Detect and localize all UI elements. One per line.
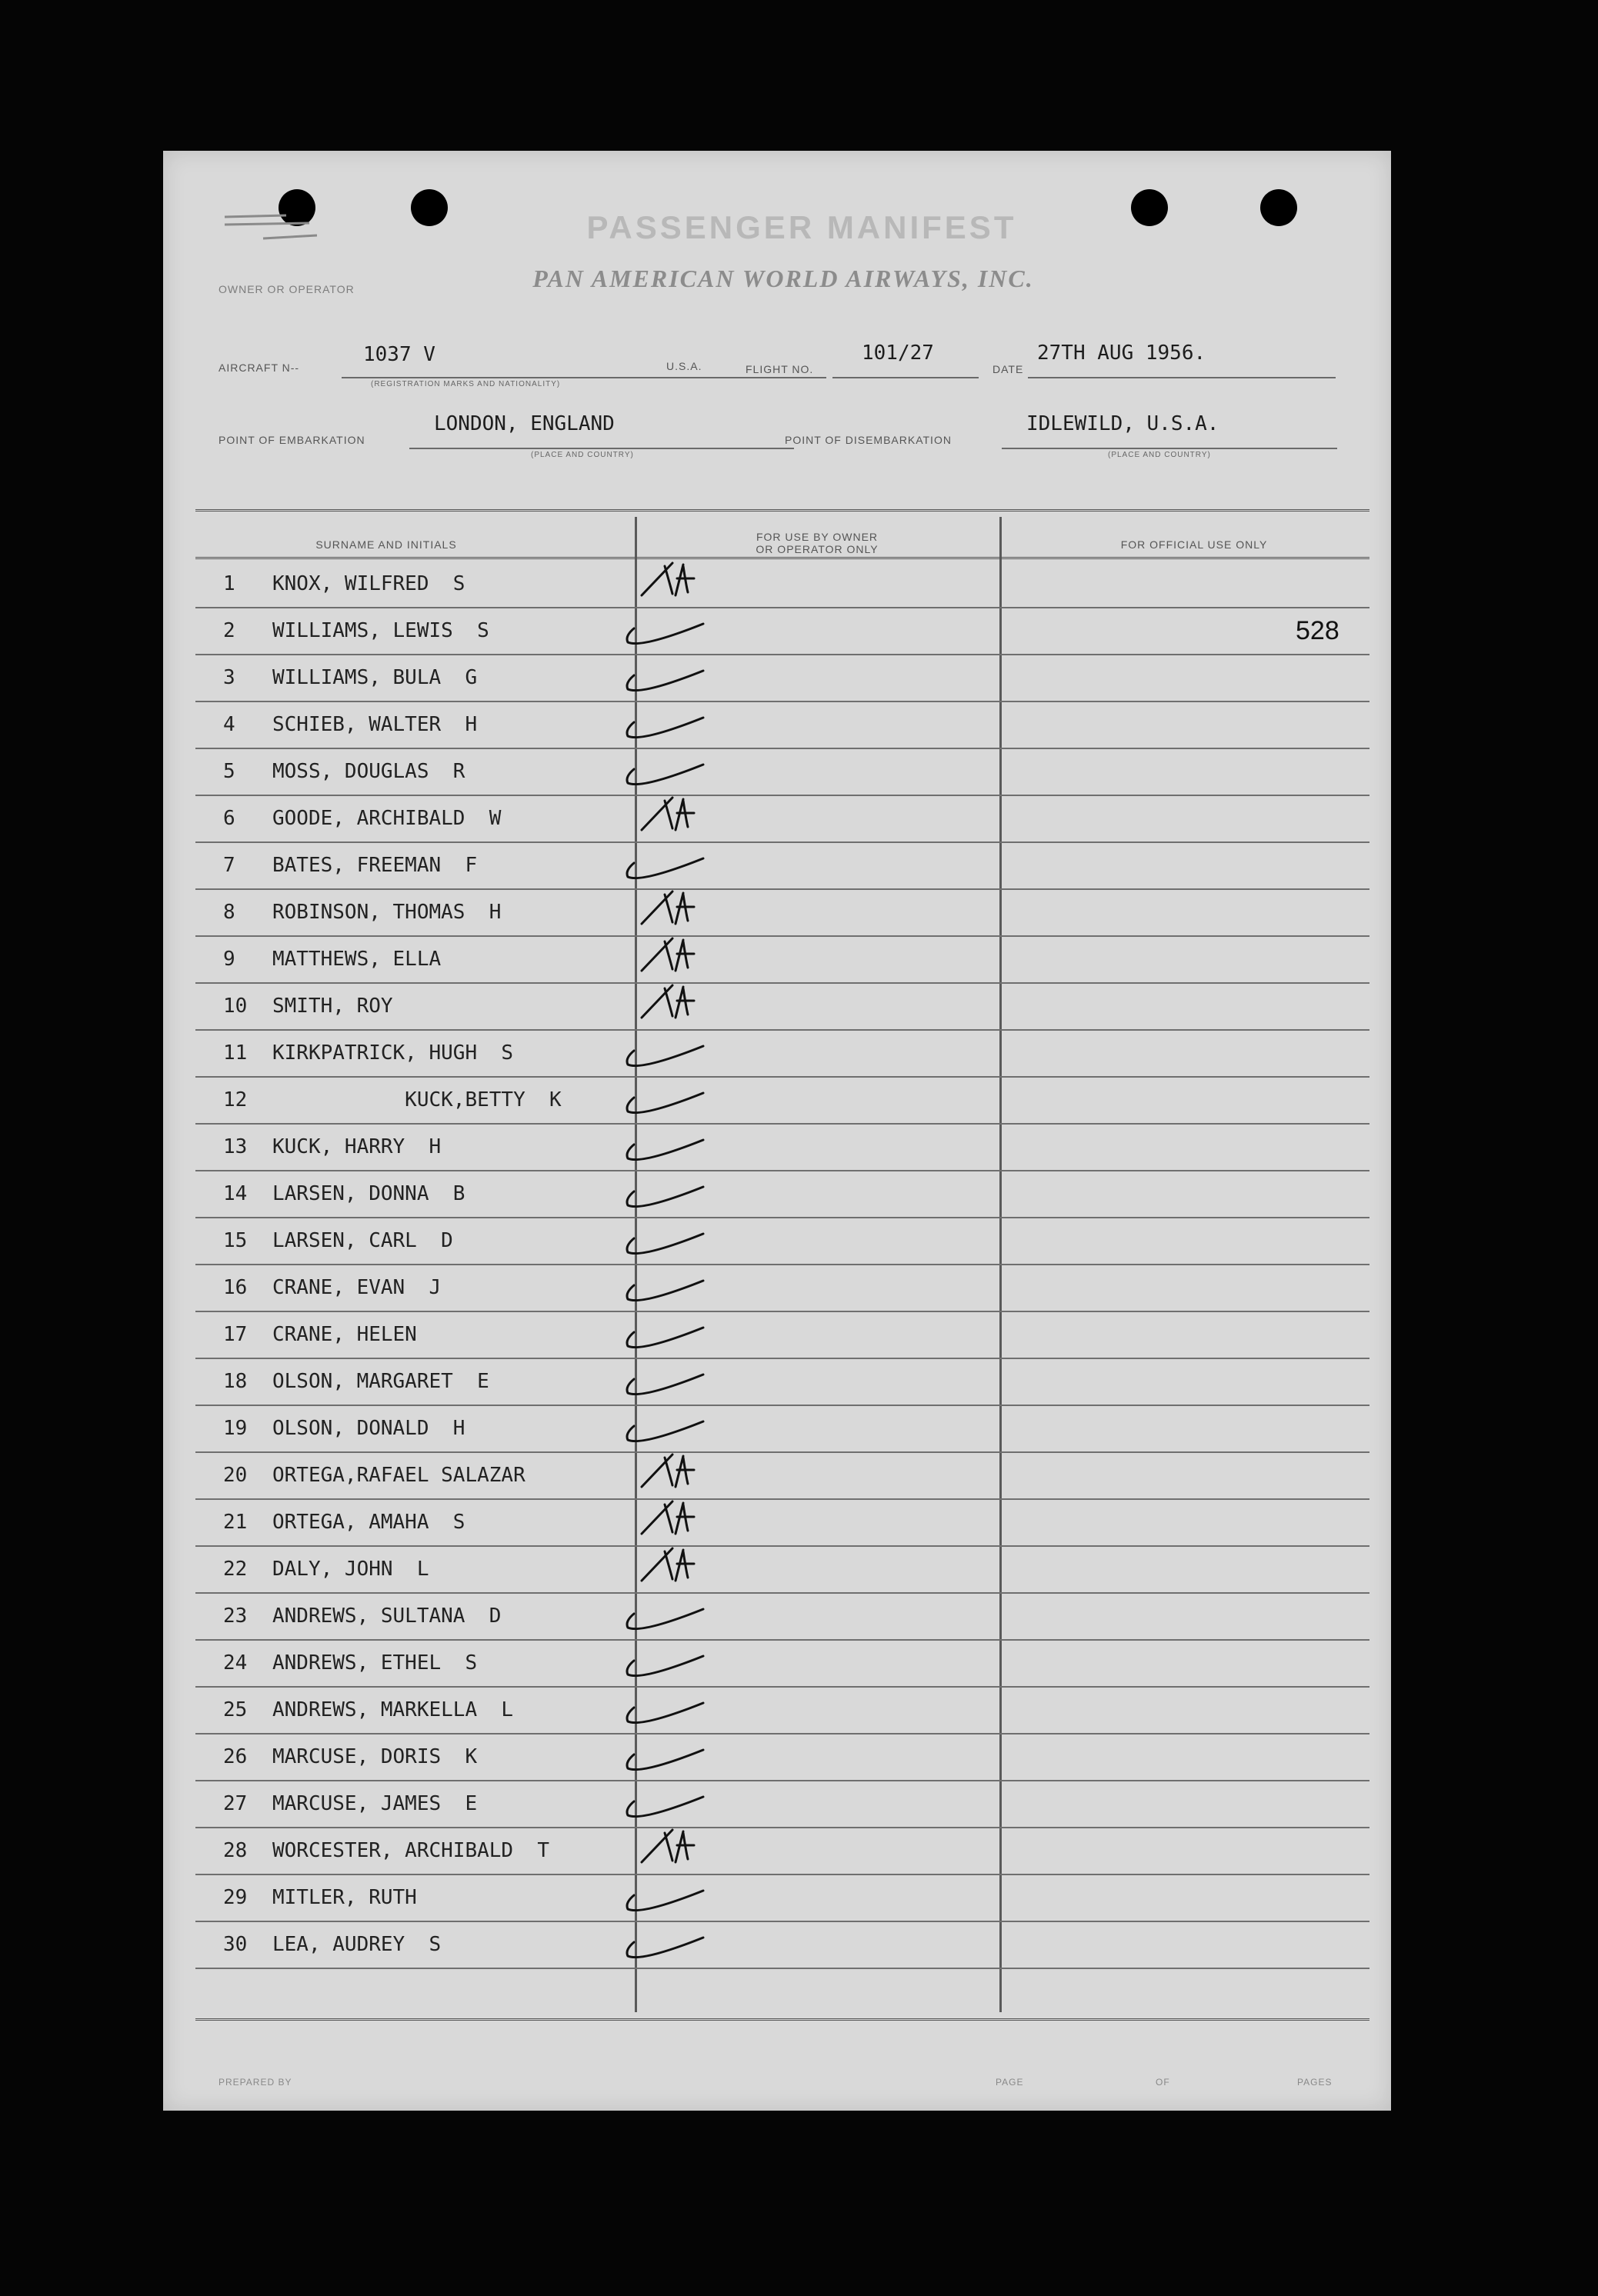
punch-hole: [1260, 189, 1297, 226]
list-item: [195, 1875, 1369, 1922]
list-item: [195, 1828, 1369, 1875]
check-mark-icon: [611, 1118, 765, 1172]
check-mark-icon: [611, 1728, 765, 1782]
flight-underline: [832, 377, 979, 378]
list-item: [195, 796, 1369, 843]
disembarkation-underline: [1002, 448, 1337, 449]
list-item: [195, 1125, 1369, 1171]
punch-hole: [1131, 189, 1168, 226]
airline-name: PAN AMERICAN WORLD AIRWAYS, INC.: [532, 265, 1034, 292]
embark-place-sublabel: (PLACE AND COUNTRY): [531, 451, 634, 459]
embarkation-label: POINT OF EMBARKATION: [219, 434, 365, 446]
passenger-name: WILLIAMS, LEWIS S: [272, 619, 489, 642]
passenger-name: ROBINSON, THOMAS H: [272, 901, 502, 924]
row-number: 28: [223, 1839, 248, 1862]
passenger-name: MATTHEWS, ELLA: [272, 948, 442, 971]
registration-sublabel: (REGISTRATION MARKS AND NATIONALITY): [371, 380, 561, 388]
date-label: DATE: [992, 363, 1024, 375]
row-number: 3: [223, 666, 235, 689]
passenger-name: MOSS, DOUGLAS R: [272, 760, 465, 783]
row-number: 24: [223, 1651, 248, 1675]
passenger-name: CRANE, HELEN: [272, 1323, 417, 1346]
row-number: 15: [223, 1229, 248, 1252]
manifest-title: PASSENGER MANIFEST: [586, 209, 1017, 245]
disembark-place-sublabel: (PLACE AND COUNTRY): [1108, 451, 1211, 459]
check-mark-icon: [611, 1635, 765, 1688]
header-surname: SURNAME AND INITIALS: [315, 538, 457, 551]
passenger-name: BATES, FREEMAN F: [272, 854, 478, 877]
passenger-name: DALY, JOHN L: [272, 1558, 429, 1581]
check-a-mark-icon: [611, 931, 765, 985]
list-item: [195, 1078, 1369, 1125]
list-item: [195, 1922, 1369, 1969]
passenger-name: MITLER, RUTH: [272, 1886, 417, 1909]
passenger-name: KNOX, WILFRED S: [272, 572, 465, 595]
date-underline: [1028, 377, 1336, 378]
passenger-name: ORTEGA,RAFAEL SALAZAR: [272, 1464, 525, 1487]
flight-value: 101/27: [862, 342, 934, 365]
passenger-name: LARSEN, CARL D: [272, 1229, 453, 1252]
check-mark-icon: [611, 649, 765, 703]
list-item: [195, 1171, 1369, 1218]
list-item: [195, 1641, 1369, 1688]
list-item: [195, 1453, 1369, 1500]
row-number: 19: [223, 1417, 248, 1440]
passenger-name: KIRKPATRICK, HUGH S: [272, 1041, 514, 1065]
check-a-mark-icon: [611, 884, 765, 938]
row-number: 22: [223, 1558, 248, 1581]
list-item: [195, 1406, 1369, 1453]
manifest-sheet: [163, 151, 1391, 2111]
row-number: 25: [223, 1698, 248, 1721]
list-item: [195, 1031, 1369, 1078]
check-a-mark-icon: [611, 978, 765, 1031]
check-mark-icon: [611, 1025, 765, 1078]
passenger-name: ANDREWS, ETHEL S: [272, 1651, 478, 1675]
passenger-name: GOODE, ARCHIBALD W: [272, 807, 502, 830]
check-a-mark-icon: [611, 1822, 765, 1876]
list-item: [195, 608, 1369, 655]
list-item: [195, 1547, 1369, 1594]
row-number: 5: [223, 760, 235, 783]
list-item: [195, 1734, 1369, 1781]
list-item: [195, 1359, 1369, 1406]
row-number: 16: [223, 1276, 248, 1299]
list-item: [195, 1265, 1369, 1312]
passenger-name: MARCUSE, DORIS K: [272, 1745, 478, 1768]
check-mark-icon: [611, 602, 765, 656]
usa-label: U.S.A.: [666, 360, 702, 372]
passenger-name: OLSON, DONALD H: [272, 1417, 465, 1440]
check-mark-icon: [611, 696, 765, 750]
list-item: [195, 843, 1369, 890]
check-mark-icon: [611, 837, 765, 891]
check-a-mark-icon: [611, 790, 765, 844]
passenger-name: ORTEGA, AMAHA S: [272, 1511, 465, 1534]
list-item: [195, 702, 1369, 749]
list-item: [195, 937, 1369, 984]
row-number: 4: [223, 713, 235, 736]
header-rule: [195, 557, 1369, 559]
check-mark-icon: [611, 1588, 765, 1641]
table-bottom-rule: [195, 2018, 1369, 2021]
check-mark-icon: [611, 1681, 765, 1735]
of-label: OF: [1156, 2077, 1170, 2088]
list-item: [195, 890, 1369, 937]
row-number: 9: [223, 948, 235, 971]
check-a-mark-icon: [611, 1494, 765, 1548]
row-number: 27: [223, 1792, 248, 1815]
passenger-name: SCHIEB, WALTER H: [272, 713, 478, 736]
row-number: 20: [223, 1464, 248, 1487]
passenger-name: WILLIAMS, BULA G: [272, 666, 478, 689]
table-top-rule: [195, 509, 1369, 512]
punch-hole: [411, 189, 448, 226]
check-mark-icon: [611, 1916, 765, 1970]
disembarkation-value: IDLEWILD, U.S.A.: [1026, 412, 1219, 435]
header-official-use: FOR OFFICIAL USE ONLY: [1120, 538, 1268, 551]
aircraft-value: 1037 V: [363, 343, 435, 366]
row-number: 30: [223, 1933, 248, 1956]
row-number: 6: [223, 807, 235, 830]
page-label: PAGE: [996, 2077, 1024, 2088]
row-number: 7: [223, 854, 235, 877]
row-number: 12: [223, 1088, 248, 1111]
check-mark-icon: [611, 1071, 765, 1125]
check-a-mark-icon: [611, 1541, 765, 1595]
list-item: [195, 1781, 1369, 1828]
row-number: 13: [223, 1135, 248, 1158]
check-a-mark-icon: [611, 555, 765, 609]
aircraft-underline: [342, 377, 826, 378]
check-mark-icon: [611, 1306, 765, 1360]
list-item: [195, 562, 1369, 608]
passenger-name: LARSEN, DONNA B: [272, 1182, 465, 1205]
row-number: 10: [223, 995, 248, 1018]
row-number: 2: [223, 619, 235, 642]
aircraft-label: AIRCRAFT N--: [219, 362, 300, 374]
list-item: [195, 655, 1369, 702]
row-number: 26: [223, 1745, 248, 1768]
flight-label: FLIGHT NO.: [746, 363, 814, 375]
passenger-name: LEA, AUDREY S: [272, 1933, 442, 1956]
embarkation-underline: [409, 448, 794, 449]
passenger-name: SMITH, ROY: [272, 995, 393, 1018]
row-rule: [195, 1968, 1369, 1969]
check-mark-icon: [611, 1775, 765, 1829]
embarkation-value: LONDON, ENGLAND: [434, 412, 615, 435]
row-number: 17: [223, 1323, 248, 1346]
check-mark-icon: [611, 1400, 765, 1454]
passenger-name: ANDREWS, SULTANA D: [272, 1605, 502, 1628]
check-mark-icon: [611, 743, 765, 797]
owner-label: OWNER OR OPERATOR: [219, 283, 355, 295]
date-value: 27TH AUG 1956.: [1037, 342, 1206, 365]
row-number: 23: [223, 1605, 248, 1628]
check-mark-icon: [611, 1353, 765, 1407]
passenger-name: ANDREWS, MARKELLA L: [272, 1698, 514, 1721]
list-item: [195, 984, 1369, 1031]
check-mark-icon: [611, 1259, 765, 1313]
passenger-name: OLSON, MARGARET E: [272, 1370, 489, 1393]
list-item: [195, 1688, 1369, 1734]
list-item: [195, 1500, 1369, 1547]
check-mark-icon: [611, 1869, 765, 1923]
faded-stamp: [217, 202, 371, 248]
list-item: [195, 1594, 1369, 1641]
list-item: [195, 1218, 1369, 1265]
passenger-name: WORCESTER, ARCHIBALD T: [272, 1839, 550, 1862]
row-number: 1: [223, 572, 235, 595]
list-item: [195, 749, 1369, 796]
row-number: 14: [223, 1182, 248, 1205]
passenger-name: CRANE, EVAN J: [272, 1276, 442, 1299]
row-number: 21: [223, 1511, 248, 1534]
prepared-by-label: PREPARED BY: [219, 2077, 292, 2088]
row-number: 11: [223, 1041, 248, 1065]
official-note: 528: [1296, 616, 1339, 645]
passenger-name: KUCK,BETTY K: [272, 1088, 562, 1111]
pages-label: PAGES: [1297, 2077, 1333, 2088]
passenger-name: MARCUSE, JAMES E: [272, 1792, 478, 1815]
passenger-name: KUCK, HARRY H: [272, 1135, 442, 1158]
check-mark-icon: [611, 1165, 765, 1219]
disembarkation-label: POINT OF DISEMBARKATION: [785, 434, 952, 446]
header-owner-use: FOR USE BY OWNER OR OPERATOR ONLY: [756, 531, 879, 555]
list-item: [195, 1312, 1369, 1359]
row-number: 29: [223, 1886, 248, 1909]
row-number: 18: [223, 1370, 248, 1393]
check-a-mark-icon: [611, 1447, 765, 1501]
row-number: 8: [223, 901, 235, 924]
check-mark-icon: [611, 1212, 765, 1266]
